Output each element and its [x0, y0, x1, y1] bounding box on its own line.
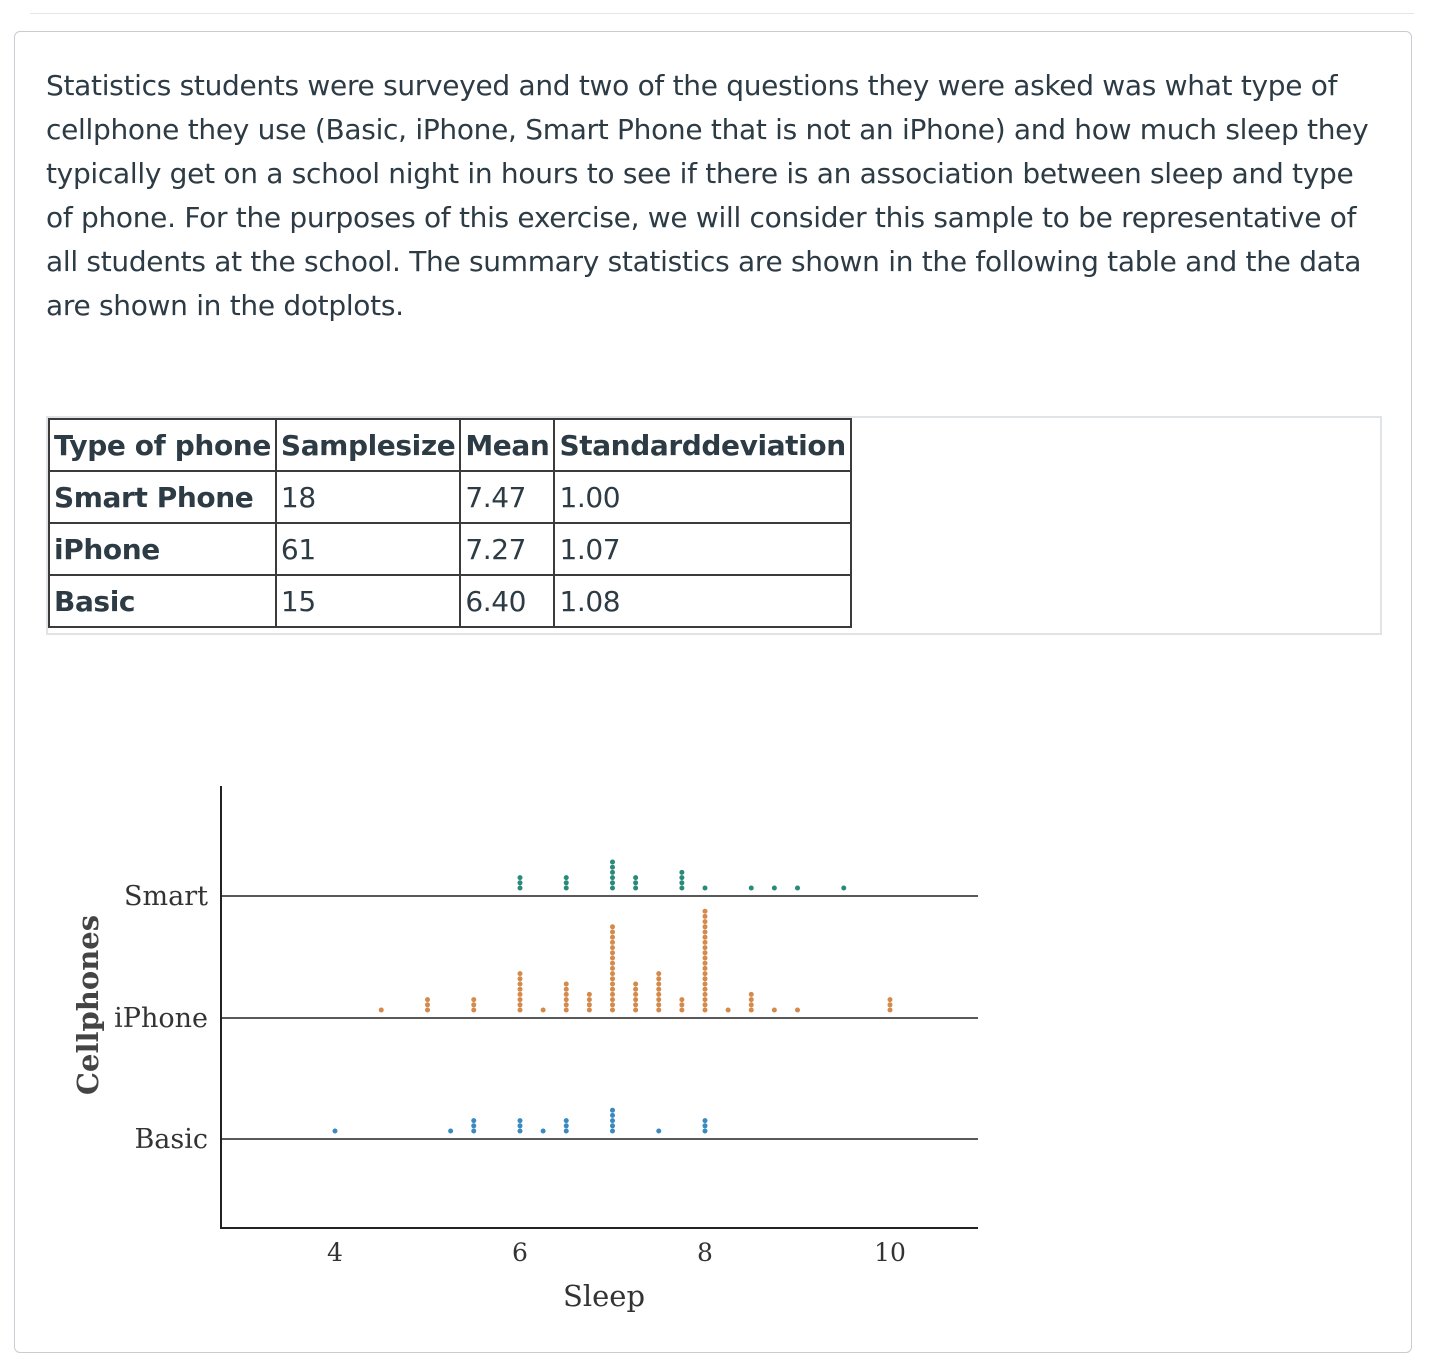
data-dot	[703, 997, 708, 1002]
header-samplesize: Samplesize	[276, 419, 460, 471]
data-dot	[703, 940, 708, 945]
cell-samplesize: 18	[276, 471, 460, 523]
data-dot	[749, 1008, 754, 1013]
data-dot	[703, 886, 708, 891]
data-dot	[656, 1129, 661, 1134]
data-dot	[471, 997, 476, 1002]
data-dot	[610, 961, 615, 966]
data-dot	[564, 987, 569, 992]
data-dot	[610, 945, 615, 950]
question-text: Statistics students were surveyed and two of the questions they were asked was what type of cellphone they use (Basic, iPhone, Smart Phone that is not an iPhone) and how much sleep they typically get on a school night in hours to see if there is an association between sleep and type of phone. For the purposes of this exercise, we will consider this sample to be representative of all students at the school. The summary statistics are shown in the following table and the data are shown in the dotplots.	[46, 69, 1369, 322]
data-dot	[633, 880, 638, 885]
x-tick-label: 6	[512, 1238, 528, 1267]
data-dot	[518, 971, 523, 976]
data-dot	[656, 1002, 661, 1007]
data-dot	[633, 992, 638, 997]
data-dot	[703, 987, 708, 992]
data-dot	[564, 1002, 569, 1007]
data-dot	[471, 1118, 476, 1123]
data-dot	[610, 1129, 615, 1134]
data-dot	[703, 930, 708, 935]
data-dot	[610, 860, 615, 865]
data-dot	[610, 956, 615, 961]
data-dot	[656, 987, 661, 992]
data-dot	[703, 971, 708, 976]
x-axis-label: Sleep	[562, 1279, 646, 1313]
cell-samplesize: 15	[276, 575, 460, 627]
data-dot	[610, 950, 615, 955]
data-dot	[656, 971, 661, 976]
data-dot	[610, 940, 615, 945]
header-mean: Mean	[460, 419, 554, 471]
data-dot	[587, 997, 592, 1002]
data-dot	[679, 997, 684, 1002]
data-dot	[610, 870, 615, 875]
data-dot	[518, 1002, 523, 1007]
data-dot	[541, 1129, 546, 1134]
data-dot	[471, 1123, 476, 1128]
data-dot	[610, 1002, 615, 1007]
data-dot	[425, 997, 430, 1002]
data-dot	[518, 982, 523, 987]
data-dot	[679, 870, 684, 875]
data-dot	[564, 1118, 569, 1123]
data-dot	[564, 982, 569, 987]
data-dot	[518, 1123, 523, 1128]
data-dot	[703, 914, 708, 919]
data-dot	[518, 1118, 523, 1123]
data-dot	[703, 1002, 708, 1007]
data-dot	[703, 924, 708, 929]
data-dot	[703, 1118, 708, 1123]
data-dot	[795, 1008, 800, 1013]
data-dot	[703, 950, 708, 955]
data-dot	[610, 935, 615, 940]
x-tick-label: 10	[874, 1238, 906, 1267]
data-dot	[587, 1008, 592, 1013]
data-dot	[610, 1123, 615, 1128]
data-dot	[795, 886, 800, 891]
data-dot	[633, 875, 638, 880]
data-dot	[333, 1129, 338, 1134]
data-dot	[679, 875, 684, 880]
data-dot	[888, 997, 893, 1002]
data-dot	[610, 1113, 615, 1118]
data-dot	[610, 924, 615, 929]
row-label: Basic	[49, 575, 276, 627]
row-label: iPhone	[49, 523, 276, 575]
data-dot	[703, 935, 708, 940]
cell-mean: 7.27	[460, 523, 554, 575]
data-dot	[564, 992, 569, 997]
data-dot	[518, 992, 523, 997]
data-dot	[564, 997, 569, 1002]
data-dot	[888, 1008, 893, 1013]
data-dot	[749, 997, 754, 1002]
data-dot	[749, 992, 754, 997]
data-dot	[610, 875, 615, 880]
data-dot	[703, 982, 708, 987]
x-tick-label: 4	[327, 1238, 343, 1267]
data-dot	[610, 976, 615, 981]
data-dot	[772, 1008, 777, 1013]
data-dot	[610, 880, 615, 885]
data-dot	[448, 1129, 453, 1134]
data-dot	[610, 966, 615, 971]
category-label: Smart	[124, 881, 208, 912]
category-label: iPhone	[114, 1003, 208, 1034]
cell-mean: 6.40	[460, 575, 554, 627]
header-type: Type of phone	[49, 419, 276, 471]
data-dot	[610, 997, 615, 1002]
data-dot	[425, 1008, 430, 1013]
data-dot	[749, 1002, 754, 1007]
data-dot	[518, 997, 523, 1002]
data-dot	[564, 1008, 569, 1013]
data-dot	[633, 886, 638, 891]
category-label: Basic	[134, 1124, 208, 1155]
data-dot	[587, 992, 592, 997]
data-dot	[633, 997, 638, 1002]
data-dot	[564, 886, 569, 891]
data-dot	[610, 1108, 615, 1113]
data-dot	[888, 1002, 893, 1007]
data-dot	[703, 976, 708, 981]
data-dot	[610, 1008, 615, 1013]
data-dot	[587, 1002, 592, 1007]
data-dot	[703, 961, 708, 966]
data-dot	[703, 992, 708, 997]
data-dot	[841, 886, 846, 891]
data-dot	[703, 945, 708, 950]
data-dot	[656, 992, 661, 997]
data-dot	[518, 886, 523, 891]
data-dot	[610, 1118, 615, 1123]
data-dot	[518, 1129, 523, 1134]
data-dot	[379, 1008, 384, 1013]
data-dot	[518, 875, 523, 880]
data-dot	[703, 966, 708, 971]
data-dot	[633, 1008, 638, 1013]
data-dot	[471, 1008, 476, 1013]
data-dot	[679, 1002, 684, 1007]
data-dot	[749, 886, 754, 891]
data-dot	[471, 1129, 476, 1134]
data-dot	[656, 997, 661, 1002]
data-dot	[564, 1123, 569, 1128]
data-dot	[656, 982, 661, 987]
data-dot	[703, 919, 708, 924]
data-dot	[726, 1008, 731, 1013]
data-dot	[703, 909, 708, 914]
cell-samplesize: 61	[276, 523, 460, 575]
data-dot	[703, 956, 708, 961]
data-dot	[679, 880, 684, 885]
y-axis-label: Cellphones	[71, 914, 105, 1096]
data-dot	[703, 1129, 708, 1134]
cell-mean: 7.47	[460, 471, 554, 523]
data-dot	[772, 886, 777, 891]
data-dot	[425, 1002, 430, 1007]
data-dot	[518, 987, 523, 992]
data-dot	[610, 971, 615, 976]
data-dot	[656, 976, 661, 981]
data-dot	[656, 1008, 661, 1013]
data-dot	[633, 987, 638, 992]
data-dot	[610, 987, 615, 992]
data-dot	[703, 1008, 708, 1013]
cell-sd: 1.08	[554, 575, 850, 627]
data-dot	[703, 1123, 708, 1128]
row-label: Smart Phone	[49, 471, 276, 523]
data-dot	[610, 992, 615, 997]
data-dot	[471, 1002, 476, 1007]
header-sd: Standarddeviation	[554, 419, 850, 471]
data-dot	[518, 880, 523, 885]
data-dot	[564, 875, 569, 880]
data-dot	[564, 1129, 569, 1134]
data-dot	[610, 865, 615, 870]
data-dot	[679, 1008, 684, 1013]
data-dot	[610, 886, 615, 891]
data-dot	[610, 930, 615, 935]
data-dot	[518, 1008, 523, 1013]
data-dot	[541, 1008, 546, 1013]
data-dot	[633, 1002, 638, 1007]
data-dot	[679, 886, 684, 891]
cell-sd: 1.07	[554, 523, 850, 575]
x-tick-label: 8	[697, 1238, 713, 1267]
data-dot	[610, 982, 615, 987]
data-dot	[564, 880, 569, 885]
data-dot	[518, 976, 523, 981]
cell-sd: 1.00	[554, 471, 850, 523]
data-dot	[633, 982, 638, 987]
